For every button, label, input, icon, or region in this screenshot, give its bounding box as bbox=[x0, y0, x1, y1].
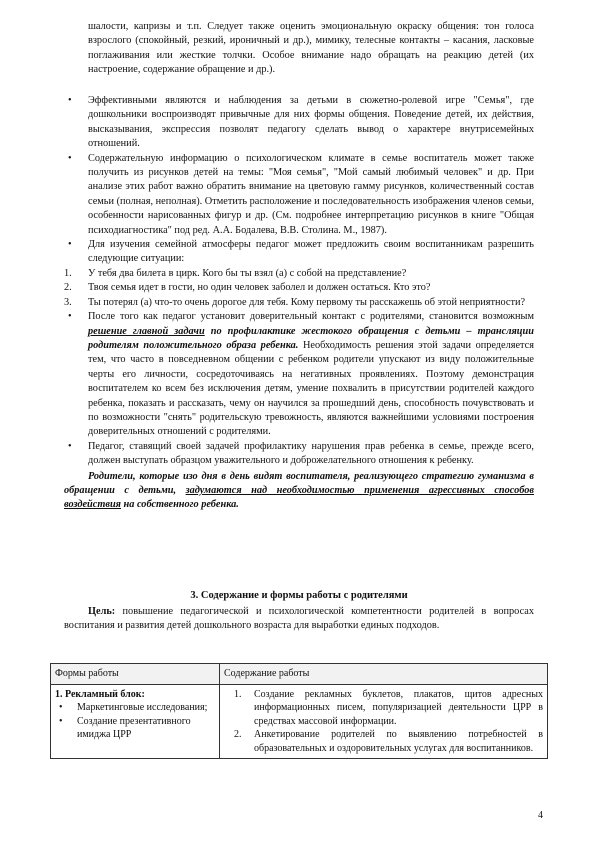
bullet-item bbox=[64, 238, 534, 267]
bullet-text: Содержательную информацию о психологическом климате в семье воспитатель может также получить из рисунков детей на темы: "Моя семья", "Мой самый любимый человек" и др. При анализе этих работ важно обратить внимание на цветовую гамму рисунков, количественный состав семьи (полная, неполная). Отметить расположение и последовательность изображения членов семьи, особенности нарисованных фигур и др. (См. подробнее интерпретацию рисунков в книге "Общая психодиагностика" под ред. А.А. Бодалева, В.В. Столина. М., 1987). bbox=[88, 152, 534, 236]
main-task-emphasis: решение главной задачи bbox=[88, 325, 205, 337]
bullet-item: • После того как педагог установит доверительный контакт с родителями, становится возможным решение главной задачи по профилактике жестокого обращения с детьми – трансляции родителям положительного образа ребенка. Необходимость решения этой задачи определяется тем, что часто в повседневном общении с ребенком родители упускают из виду положительные черты его личности, сосредоточиваясь на негативных проявлениях. Поэтому демонстрация воспитателем ко всем без исключения детям, умение похвалить в присутствии родителей каждого ребенка, показать и рассказать, чему он научился за прошедший день, способность почувствовать и по возможности "снять" родительскую тревожность, являются важнейшими условиями построения доверительных отношений с родителями. bbox=[68, 311, 534, 438]
continued-paragraph: шалости, капризы и т.п. Следует также оценить эмоциональную окраску общения: тон голоса взрослого (спокойный, резкий, ироничный и др.), мимику, телесные контакты – касания, ласковые поглаживания или жесткие толчки. Особое внимание надо обращать на реакцию детей (их настроение, содержание обращение и др.). bbox=[88, 21, 534, 76]
bullet-item: • Педагог, ставящий своей задачей профилактику нарушения прав ребенка в семье, прежде всего, должен выступать образцом уважительного и доброжелательного отношения к ребенку. bbox=[68, 440, 534, 467]
table-header-row bbox=[51, 664, 548, 685]
bullet-list-a bbox=[64, 94, 534, 513]
bullet-icon: • bbox=[68, 239, 72, 251]
list-item: • Маркетинговые исследования; bbox=[59, 702, 208, 713]
numbered-item: 3. Ты потерял (а) что-то очень дорогое для тебя. Кому первому ты расскажешь об этой неприятности? bbox=[64, 296, 526, 308]
bullet-text: Для изучения семейной атмосферы педагог может предложить своим воспитанникам разрешить следующие ситуации: bbox=[88, 239, 534, 265]
bullet-item bbox=[64, 94, 534, 152]
emphasis-paragraph: Родители, которые изо дня в день видят воспитателя, реализующего стратегию гуманизма в обращении с детьми, задумаются над необходимостью применения агрессивных способов воздействия на собственного ребенка. bbox=[64, 470, 534, 511]
bullet-icon: • bbox=[59, 702, 63, 713]
table-row bbox=[51, 684, 548, 759]
bullet-icon: • bbox=[68, 440, 72, 452]
bullet-text: Эффективными являются и наблюдения за детьми в сюжетно-ролевой игре "Семья", где дошкольники воспроизводят привычные для них формы общения. Поведение детей, их действия, высказывания, экспрессия позволят педагогу сделать вывод о характере внутрисемейных отношений. bbox=[88, 95, 534, 150]
bullet-icon: • bbox=[68, 95, 72, 106]
situation-list bbox=[64, 267, 534, 310]
list-item: • Создание презентативного имиджа ЦРР bbox=[59, 715, 191, 740]
table-header-cell: Формы работы bbox=[51, 664, 220, 685]
numbered-item: 1. У тебя два билета в цирк. Кого бы ты взял (а) с собой на представление? bbox=[64, 267, 407, 279]
bullet-icon: • bbox=[68, 311, 72, 323]
table-cell: 1. Рекламный блок: • Маркетинговые исследования; • Создание презентативного имиджа ЦРР bbox=[51, 684, 220, 759]
list-item: 1. Создание рекламных буклетов, плакатов, щитов адресных информационных писем, популяризацией деятельности ЦРР в средствах массовой информации. bbox=[234, 688, 543, 727]
bullet-item bbox=[64, 152, 534, 238]
numbered-item: 2. Твоя семья идет в гости, но один человек заболел и должен остаться. Кто это? bbox=[64, 282, 431, 294]
page-number: 4 bbox=[538, 810, 543, 821]
goal-paragraph: Цель: повышение педагогической и психологической компетентности родителей в вопросах воспитания и развития детей дошкольного возраста для выработки единых подходов. bbox=[64, 606, 534, 632]
bullet-icon: • bbox=[59, 715, 63, 727]
table-header-cell: Содержание работы bbox=[220, 664, 548, 685]
section-heading: 3. Содержание и формы работы с родителями bbox=[190, 590, 408, 601]
table-cell bbox=[220, 684, 548, 759]
list-item: 2. Анкетирование родителей по выявлению потребностей в образовательных и оздоровительных услугах для воспитанников. bbox=[234, 729, 543, 754]
bullet-icon: • bbox=[68, 152, 72, 164]
forms-table bbox=[50, 663, 548, 759]
